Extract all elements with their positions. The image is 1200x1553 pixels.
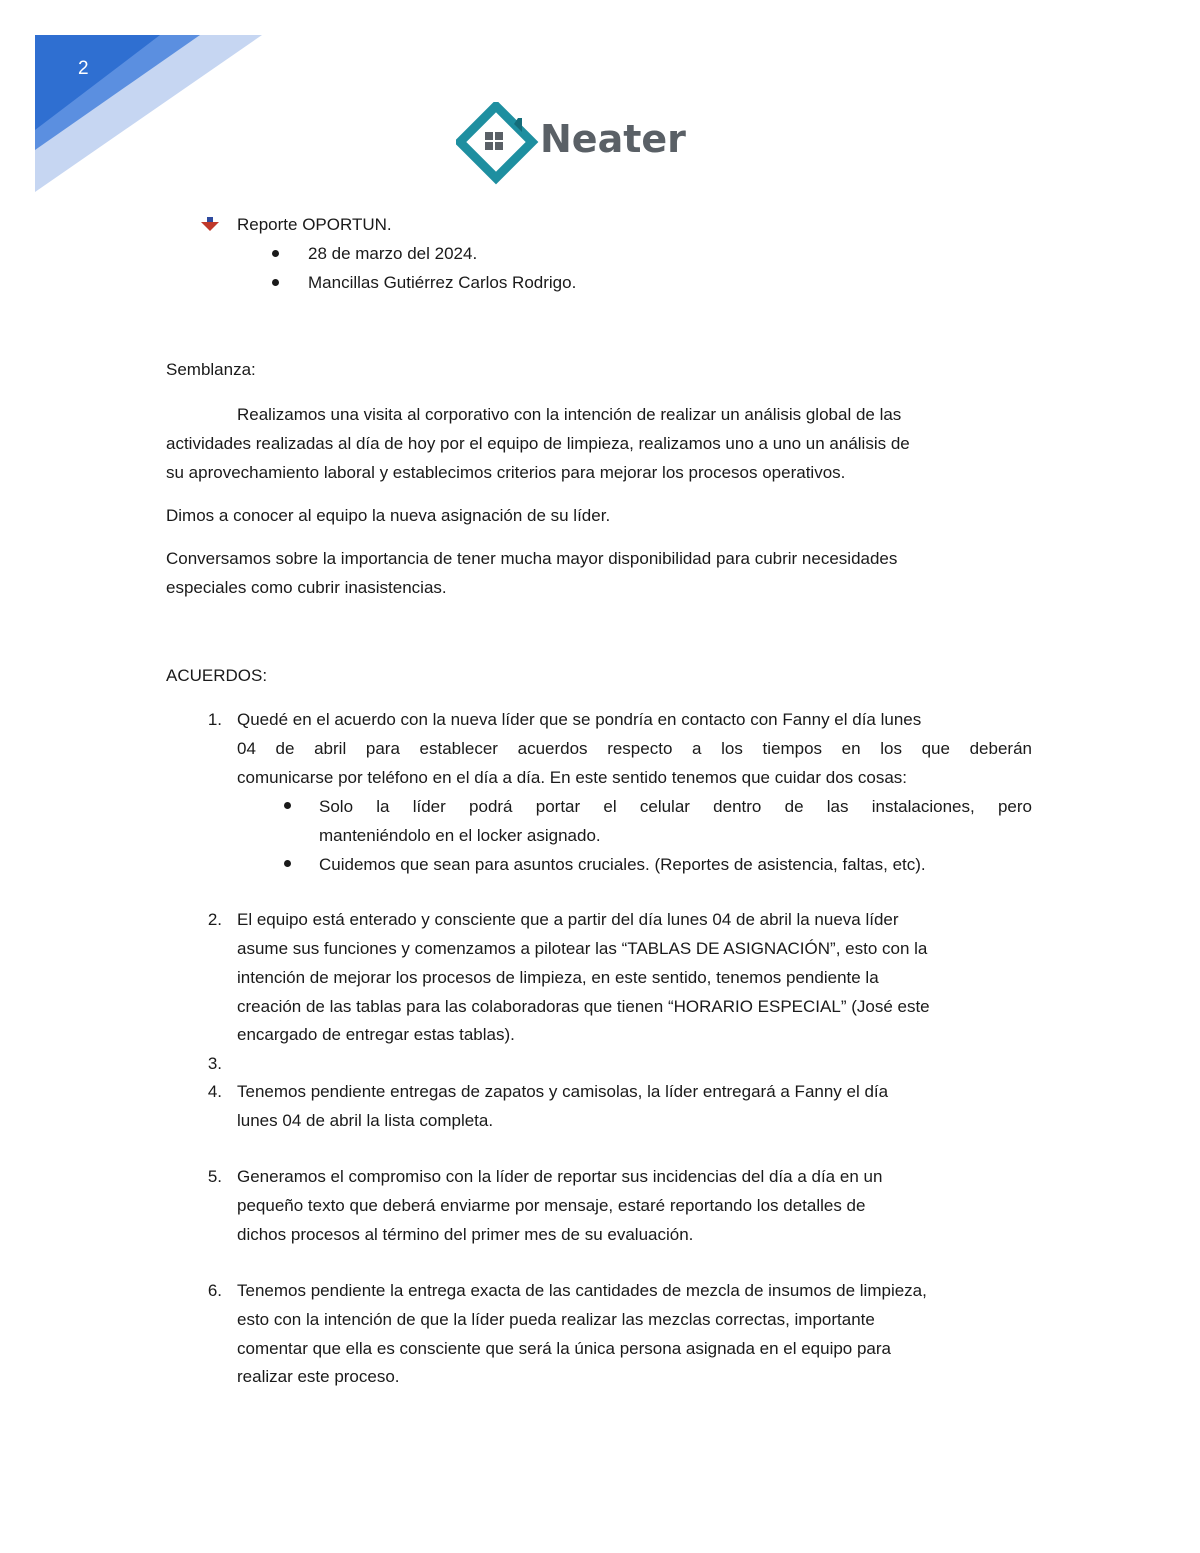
semblanza-line: su aprovechamiento laboral y establecimos criterios para mejorar los procesos operativos.: [166, 463, 846, 482]
list-line: asume sus funciones y comenzamos a pilotear las “TABLAS DE ASIGNACIÓN”, esto con la: [237, 939, 928, 958]
list-number: 4.: [207, 1082, 222, 1101]
list-line: comentar que ella es consciente que será la única persona asignada en el equipo para: [237, 1339, 892, 1358]
list-line: 04 de abril para establecer acuerdos respecto a los tiempos en los que deberán: [237, 739, 1032, 758]
list-line: intención de mejorar los procesos de limpieza, en este sentido, tenemos pendiente la: [237, 968, 879, 987]
list-line: El equipo está enterado y consciente que a partir del día lunes 04 de abril la nueva líder: [237, 910, 899, 929]
semblanza-line: actividades realizadas al día de hoy por el equipo de limpieza, realizamos uno a uno un análisis de: [166, 434, 910, 453]
list-line: encargado de entregar estas tablas).: [237, 1025, 515, 1044]
sublist-line: Cuidemos que sean para asuntos cruciales. (Reportes de asistencia, faltas, etc).: [319, 855, 926, 874]
list-line: Generamos el compromiso con la líder de reportar sus incidencias del día a día en un: [237, 1167, 883, 1186]
list-number: 6.: [207, 1281, 222, 1300]
list-line: esto con la intención de que la líder pueda realizar las mezclas correctas, importante: [237, 1310, 875, 1329]
report-title: Reporte OPORTUN.: [237, 215, 392, 234]
list-line: lunes 04 de abril la lista completa.: [237, 1111, 494, 1130]
arrow-bullet-icon: [201, 217, 219, 231]
page-number: 2: [78, 58, 89, 79]
list-number: 3.: [207, 1054, 222, 1073]
report-author: Mancillas Gutiérrez Carlos Rodrigo.: [308, 273, 577, 292]
neater-logo: [456, 102, 696, 188]
semblanza-line: especiales como cubrir inasistencias.: [166, 578, 447, 597]
semblanza-heading: Semblanza:: [166, 360, 256, 379]
logo-wordmark: Neater: [540, 117, 686, 161]
list-line: dichos procesos al término del primer mes de su evaluación.: [237, 1225, 694, 1244]
semblanza-line: Realizamos una visita al corporativo con la intención de realizar un análisis global de las: [237, 405, 902, 424]
list-line: Tenemos pendiente la entrega exacta de las cantidades de mezcla de insumos de limpieza,: [237, 1281, 927, 1300]
list-number: 1.: [207, 710, 222, 729]
semblanza-paragraph: Dimos a conocer al equipo la nueva asignación de su líder.: [166, 506, 611, 525]
list-line: creación de las tablas para las colaboradoras que tienen “HORARIO ESPECIAL” (José este: [237, 997, 930, 1016]
corner-decoration: [0, 0, 270, 200]
semblanza-line: Conversamos sobre la importancia de tener mucha mayor disponibilidad para cubrir necesidades: [166, 549, 898, 568]
sublist-line: Solo la líder podrá portar el celular dentro de las instalaciones, pero: [319, 797, 1032, 816]
list-line: Quedé en el acuerdo con la nueva líder que se pondría en contacto con Fanny el día lunes: [237, 710, 922, 729]
acuerdos-heading: ACUERDOS:: [166, 666, 268, 685]
list-line: pequeño texto que deberá enviarme por mensaje, estaré reportando los detalles de: [237, 1196, 866, 1215]
bullet-icon: [272, 250, 279, 257]
report-date: 28 de marzo del 2024.: [308, 244, 478, 263]
list-line: comunicarse por teléfono en el día a día. En este sentido tenemos que cuidar dos cosas:: [237, 768, 908, 787]
bullet-icon: [284, 860, 291, 867]
list-number: 5.: [207, 1167, 222, 1186]
list-number: 2.: [207, 910, 222, 929]
bullet-icon: [272, 279, 279, 286]
house-diamond-icon: [460, 106, 532, 178]
list-line: realizar este proceso.: [237, 1367, 400, 1386]
list-line: Tenemos pendiente entregas de zapatos y camisolas, la líder entregará a Fanny el día: [237, 1082, 889, 1101]
bullet-icon: [284, 802, 291, 809]
sublist-line: manteniéndolo en el locker asignado.: [319, 826, 601, 845]
